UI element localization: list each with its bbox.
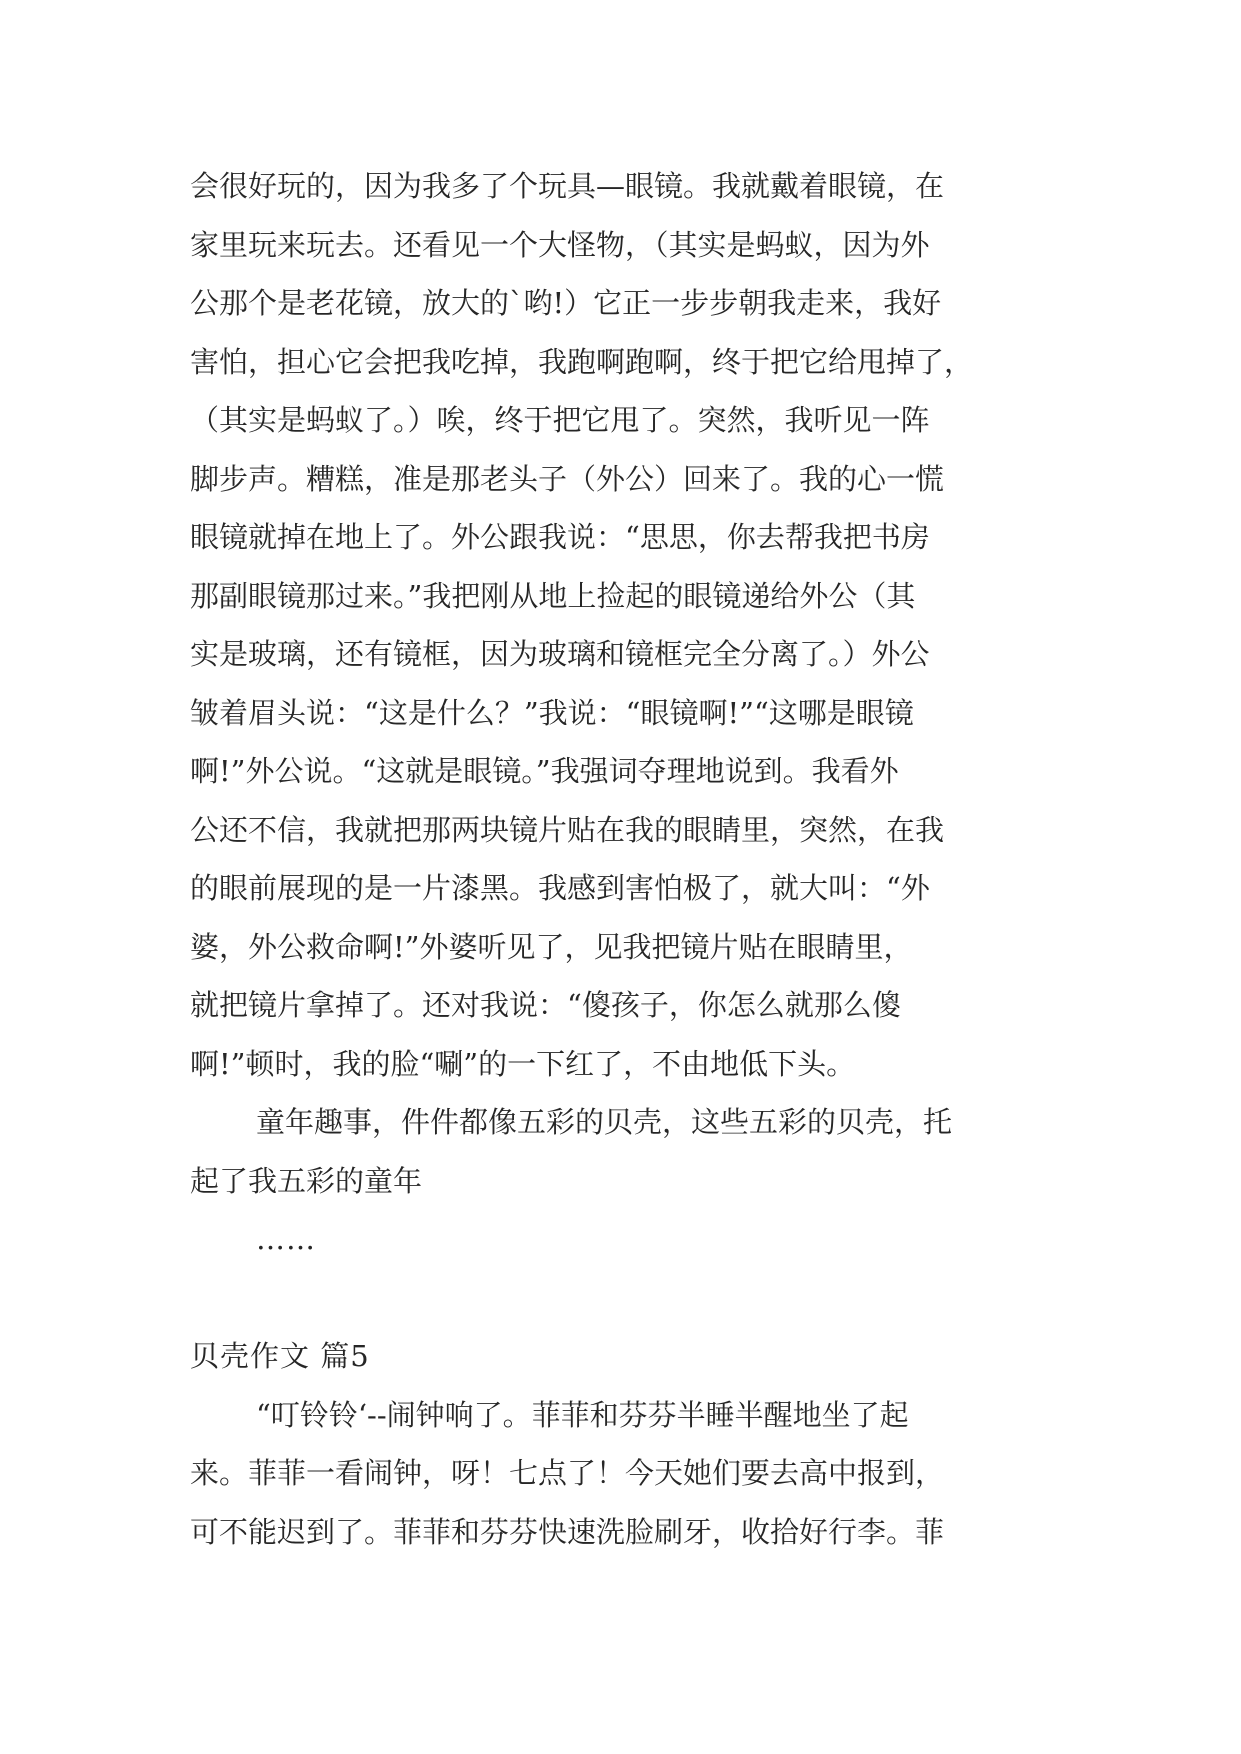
text-line: 起了我五彩的童年 xyxy=(190,1163,423,1198)
section-heading: 贝壳作文 篇5 xyxy=(190,1339,370,1373)
text-line: 啊!”外公说。“这就是眼镜。”我强词夺理地说到。我看外 xyxy=(190,754,899,788)
text-line: 眼镜就掉在地上了。外公跟我说：“思思，你去帮我把书房 xyxy=(190,520,930,554)
text-line: 来。菲菲一看闹钟，呀！七点了！今天她们要去高中报到， xyxy=(190,1456,945,1490)
text-line: 的眼前展现的是一片漆黑。我感到害怕极了，就大叫：“外 xyxy=(190,871,930,905)
text-line: 实是玻璃，还有镜框，因为玻璃和镜框完全分离了。）外公 xyxy=(190,637,930,671)
text-line: 童年趣事，件件都像五彩的贝壳，这些五彩的贝壳，托 xyxy=(256,1105,953,1139)
story-paragraph xyxy=(190,157,1060,1093)
text-line: 脚步声。糟糕，准是那老头子（外公）回来了。我的心一慌 xyxy=(190,461,945,496)
text-line: 婆，外公救命啊!”外婆听见了，见我把镜片贴在眼睛里， xyxy=(190,929,913,964)
text-line: “叮铃铃‘--闹钟响了。菲菲和芬芬半睡半醒地坐了起 xyxy=(256,1397,909,1432)
text-line: 家里玩来玩去。还看见一个大怪物，（其实是蚂蚁，因为外 xyxy=(190,227,930,262)
conclusion-paragraph xyxy=(190,1093,1060,1210)
text-line: 皱着眉头说：“这是什么？”我说：“眼镜啊!”“这哪是眼镜 xyxy=(190,695,914,730)
ellipsis: …… xyxy=(256,1222,316,1256)
section-paragraph xyxy=(190,1386,1060,1562)
text-line: 公那个是老花镜，放大的`哟!）它正一步步朝我走来，我好 xyxy=(190,286,942,320)
text-line: 公还不信，我就把那两块镜片贴在我的眼睛里，突然，在我 xyxy=(190,812,945,847)
text-line: 可不能迟到了。菲菲和芬芬快速洗脸刷牙，收拾好行李。菲 xyxy=(190,1514,945,1549)
text-line: （其实是蚂蚁了。）唉，终于把它甩了。突然，我听见一阵 xyxy=(190,403,930,437)
text-line: 那副眼镜那过来。”我把刚从地上捡起的眼镜递给外公（其 xyxy=(190,578,916,613)
document-body xyxy=(190,157,1060,1561)
text-line: 啊!”顿时，我的脸“唰”的一下红了，不由地低下头。 xyxy=(190,1046,856,1081)
text-line: 害怕，担心它会把我吃掉，我跑啊跑啊，终于把它给甩掉了， xyxy=(190,344,974,379)
text-line: 就把镜片拿掉了。还对我说：“傻孩子，你怎么就那么傻 xyxy=(190,988,901,1022)
text-line: 会很好玩的，因为我多了个玩具—眼镜。我就戴着眼镜，在 xyxy=(190,169,945,203)
blank-line xyxy=(190,1269,1060,1328)
